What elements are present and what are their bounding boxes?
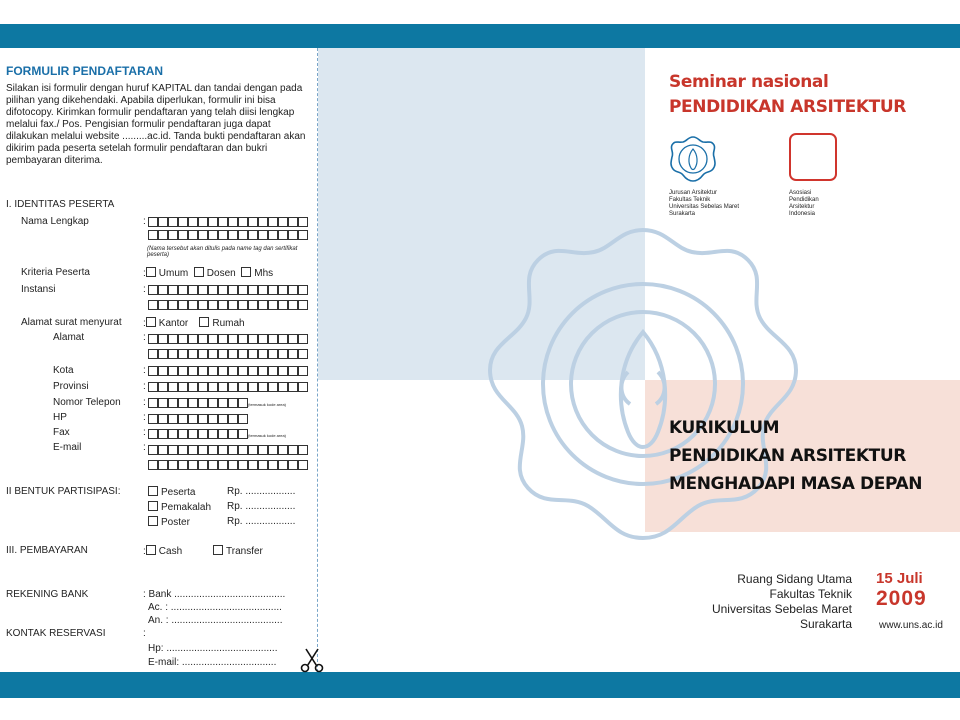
letter-box[interactable] xyxy=(188,382,198,392)
letter-box[interactable] xyxy=(288,382,298,392)
letter-box[interactable] xyxy=(188,334,198,344)
letter-box[interactable] xyxy=(168,217,178,227)
letter-box[interactable] xyxy=(188,414,198,424)
letter-box[interactable] xyxy=(218,366,228,376)
letter-box[interactable] xyxy=(178,429,188,439)
label-provinsi: Provinsi xyxy=(53,381,89,392)
asosiasi-logo-icon xyxy=(789,133,837,181)
letter-box[interactable] xyxy=(298,366,308,376)
alamat-boxes-2[interactable] xyxy=(148,349,308,359)
letter-box[interactable] xyxy=(198,230,208,240)
letter-box[interactable] xyxy=(148,366,158,376)
letter-box[interactable] xyxy=(198,300,208,310)
letter-box[interactable] xyxy=(258,382,268,392)
letter-box[interactable] xyxy=(298,217,308,227)
letter-box[interactable] xyxy=(158,300,168,310)
letter-box[interactable] xyxy=(268,230,278,240)
rekening-ac[interactable]: Ac. : ........................................ xyxy=(148,602,282,613)
letter-box[interactable] xyxy=(148,398,158,408)
letter-box[interactable] xyxy=(148,285,158,295)
bayar-transfer: Transfer xyxy=(213,545,263,557)
letter-box[interactable] xyxy=(278,217,288,227)
letter-box[interactable] xyxy=(288,366,298,376)
letter-box[interactable] xyxy=(278,285,288,295)
letter-box[interactable] xyxy=(258,349,268,359)
letter-box[interactable] xyxy=(238,334,248,344)
section-identitas: I. IDENTITAS PESERTA xyxy=(6,199,115,210)
letter-box[interactable] xyxy=(218,414,228,424)
letter-box[interactable] xyxy=(198,285,208,295)
letter-box[interactable] xyxy=(158,398,168,408)
letter-box[interactable] xyxy=(198,217,208,227)
letter-box[interactable] xyxy=(188,445,198,455)
letter-box[interactable] xyxy=(228,382,238,392)
letter-box[interactable] xyxy=(238,217,248,227)
letter-box[interactable] xyxy=(218,460,228,470)
letter-box[interactable] xyxy=(288,285,298,295)
letter-box[interactable] xyxy=(228,445,238,455)
letter-box[interactable] xyxy=(198,349,208,359)
letter-box[interactable] xyxy=(158,349,168,359)
venue-line4: Surakarta xyxy=(799,617,852,631)
letter-box[interactable] xyxy=(248,217,258,227)
letter-box[interactable] xyxy=(298,382,308,392)
letter-box[interactable] xyxy=(238,414,248,424)
letter-box[interactable] xyxy=(198,460,208,470)
letter-box[interactable] xyxy=(148,300,158,310)
provinsi-boxes[interactable] xyxy=(148,382,308,392)
section-partisipasi: II BENTUK PARTISIPASI: xyxy=(6,486,121,497)
letter-box[interactable] xyxy=(198,382,208,392)
letter-box[interactable] xyxy=(178,366,188,376)
letter-box[interactable] xyxy=(158,230,168,240)
letter-box[interactable] xyxy=(268,382,278,392)
letter-box[interactable] xyxy=(188,429,198,439)
letter-box[interactable] xyxy=(188,349,198,359)
letter-box[interactable] xyxy=(248,300,258,310)
letter-box[interactable] xyxy=(248,230,258,240)
letter-box[interactable] xyxy=(268,460,278,470)
letter-box[interactable] xyxy=(218,285,228,295)
letter-box[interactable] xyxy=(268,366,278,376)
letter-box[interactable] xyxy=(158,334,168,344)
letter-box[interactable] xyxy=(268,217,278,227)
email-boxes-2[interactable] xyxy=(148,460,308,470)
letter-box[interactable] xyxy=(178,285,188,295)
letter-box[interactable] xyxy=(228,414,238,424)
letter-box[interactable] xyxy=(168,300,178,310)
letter-box[interactable] xyxy=(178,230,188,240)
nama-boxes-1[interactable] xyxy=(148,217,308,227)
letter-box[interactable] xyxy=(228,366,238,376)
letter-box[interactable] xyxy=(168,334,178,344)
theme-line2: PENDIDIKAN ARSITEKTUR xyxy=(669,446,906,466)
letter-box[interactable] xyxy=(258,285,268,295)
letter-box[interactable] xyxy=(198,334,208,344)
letter-box[interactable] xyxy=(188,366,198,376)
letter-box[interactable] xyxy=(238,285,248,295)
letter-box[interactable] xyxy=(188,398,198,408)
letter-box[interactable] xyxy=(168,349,178,359)
letter-box[interactable] xyxy=(298,285,308,295)
letter-box[interactable] xyxy=(198,366,208,376)
label-instansi: Instansi xyxy=(21,284,56,295)
letter-box[interactable] xyxy=(198,398,208,408)
rp-poster: Rp. .................. xyxy=(227,516,296,527)
letter-box[interactable] xyxy=(188,460,198,470)
colon: : xyxy=(143,216,146,227)
letter-box[interactable] xyxy=(258,445,268,455)
colon: : xyxy=(143,381,146,392)
uns-logo-icon xyxy=(669,135,717,183)
letter-box[interactable] xyxy=(278,460,288,470)
colon: : xyxy=(143,427,146,438)
letter-box[interactable] xyxy=(288,230,298,240)
alamat-surat-options: : Kantor Rumah xyxy=(143,318,245,329)
letter-box[interactable] xyxy=(168,382,178,392)
label-alamat-surat: Alamat surat menyurat xyxy=(21,317,122,328)
letter-box[interactable] xyxy=(168,366,178,376)
letter-box[interactable] xyxy=(288,217,298,227)
letter-box[interactable] xyxy=(288,349,298,359)
letter-box[interactable] xyxy=(248,349,258,359)
letter-box[interactable] xyxy=(168,460,178,470)
checkbox-poster[interactable] xyxy=(148,516,158,526)
form-title: FORMULIR PENDAFTARAN xyxy=(6,64,164,78)
letter-box[interactable] xyxy=(298,230,308,240)
section-pembayaran: III. PEMBAYARAN xyxy=(6,545,88,556)
letter-box[interactable] xyxy=(248,445,258,455)
checkbox-kantor[interactable] xyxy=(146,317,156,327)
letter-box[interactable] xyxy=(278,382,288,392)
letter-box[interactable] xyxy=(148,230,158,240)
letter-box[interactable] xyxy=(158,366,168,376)
letter-box[interactable] xyxy=(208,349,218,359)
letter-box[interactable] xyxy=(218,445,228,455)
letter-box[interactable] xyxy=(278,300,288,310)
opt-kantor: Kantor xyxy=(158,318,189,329)
nama-boxes-2[interactable] xyxy=(148,230,308,240)
letter-box[interactable] xyxy=(228,429,238,439)
letter-box[interactable] xyxy=(208,445,218,455)
checkbox-pemakalah[interactable] xyxy=(148,501,158,511)
venue-line3: Universitas Sebelas Maret xyxy=(711,602,852,616)
letter-box[interactable] xyxy=(238,230,248,240)
letter-box[interactable] xyxy=(278,349,288,359)
letter-box[interactable] xyxy=(238,398,248,408)
kontak-email[interactable]: E-mail: .................................. xyxy=(148,657,277,668)
letter-box[interactable] xyxy=(158,285,168,295)
website-url[interactable]: www.uns.ac.id xyxy=(879,620,943,631)
telepon-kode-area: (termasuk kode area) xyxy=(248,402,287,407)
label-kriteria: Kriteria Peserta xyxy=(21,267,90,278)
letter-box[interactable] xyxy=(278,445,288,455)
letter-box[interactable] xyxy=(148,429,158,439)
letter-box[interactable] xyxy=(218,429,228,439)
checkbox-rumah[interactable] xyxy=(199,317,209,327)
opt-rumah: Rumah xyxy=(212,318,245,329)
letter-box[interactable] xyxy=(148,334,158,344)
partisipasi-poster: Poster xyxy=(148,516,190,528)
letter-box[interactable] xyxy=(208,398,218,408)
letter-box[interactable] xyxy=(188,217,198,227)
letter-box[interactable] xyxy=(208,429,218,439)
letter-box[interactable] xyxy=(258,460,268,470)
letter-box[interactable] xyxy=(248,334,258,344)
checkbox-mhs[interactable] xyxy=(241,267,251,277)
letter-box[interactable] xyxy=(218,334,228,344)
letter-box[interactable] xyxy=(158,460,168,470)
letter-box[interactable] xyxy=(288,460,298,470)
letter-box[interactable] xyxy=(238,429,248,439)
bayar-cash: : Cash xyxy=(143,546,183,557)
letter-box[interactable] xyxy=(148,414,158,424)
letter-box[interactable] xyxy=(148,445,158,455)
rp-pemakalah: Rp. .................. xyxy=(227,501,296,512)
letter-box[interactable] xyxy=(178,414,188,424)
letter-box[interactable] xyxy=(298,300,308,310)
colon: : xyxy=(143,365,146,376)
partisipasi-peserta: Peserta xyxy=(148,486,195,498)
letter-box[interactable] xyxy=(258,334,268,344)
kriteria-options: : Umum Dosen Mhs xyxy=(143,268,274,279)
letter-box[interactable] xyxy=(158,217,168,227)
letter-box[interactable] xyxy=(188,285,198,295)
letter-box[interactable] xyxy=(208,366,218,376)
telepon-boxes[interactable] xyxy=(148,398,248,408)
checkbox-dosen[interactable] xyxy=(194,267,204,277)
letter-box[interactable] xyxy=(218,398,228,408)
letter-box[interactable] xyxy=(288,445,298,455)
letter-box[interactable] xyxy=(158,414,168,424)
event-date-year: 2009 xyxy=(876,587,927,610)
label-nama: Nama Lengkap xyxy=(21,216,89,227)
rekening-bank[interactable]: : Bank ........................................ xyxy=(143,589,286,600)
opt-mhs: Mhs xyxy=(254,268,274,279)
letter-box[interactable] xyxy=(228,217,238,227)
letter-box[interactable] xyxy=(158,445,168,455)
letter-box[interactable] xyxy=(228,349,238,359)
letter-box[interactable] xyxy=(228,398,238,408)
letter-box[interactable] xyxy=(228,334,238,344)
checkbox-peserta[interactable] xyxy=(148,486,158,496)
label-kontak: KONTAK RESERVASI xyxy=(6,628,106,639)
checkbox-transfer[interactable] xyxy=(213,545,223,555)
kota-boxes[interactable] xyxy=(148,366,308,376)
letter-box[interactable] xyxy=(178,217,188,227)
letter-box[interactable] xyxy=(298,445,308,455)
letter-box[interactable] xyxy=(248,460,258,470)
label-alamat: Alamat xyxy=(53,332,85,343)
partisipasi-pemakalah: Pemakalah xyxy=(148,501,211,513)
letter-box[interactable] xyxy=(168,230,178,240)
letter-box[interactable] xyxy=(278,366,288,376)
theme-line3: MENGHADAPI MASA DEPAN xyxy=(669,474,923,494)
letter-box[interactable] xyxy=(148,217,158,227)
colon: : xyxy=(143,412,146,423)
bottom-color-bar xyxy=(0,672,960,698)
letter-box[interactable] xyxy=(208,382,218,392)
letter-box[interactable] xyxy=(198,429,208,439)
letter-box[interactable] xyxy=(278,334,288,344)
letter-box[interactable] xyxy=(208,414,218,424)
letter-box[interactable] xyxy=(178,398,188,408)
letter-box[interactable] xyxy=(178,445,188,455)
label-hp: HP xyxy=(53,412,67,423)
opt-umum: Umum xyxy=(158,268,189,279)
rekening-an[interactable]: An. : ........................................ xyxy=(148,615,283,626)
logo1-caption: Jurusan Arsitektur Fakultas Teknik Universitas Sebelas Maret Surakarta xyxy=(669,190,740,217)
letter-box[interactable] xyxy=(168,445,178,455)
letter-box[interactable] xyxy=(228,460,238,470)
letter-box[interactable] xyxy=(288,334,298,344)
letter-box[interactable] xyxy=(298,460,308,470)
letter-box[interactable] xyxy=(238,300,248,310)
letter-box[interactable] xyxy=(268,349,278,359)
letter-box[interactable] xyxy=(238,349,248,359)
top-color-bar xyxy=(0,24,960,48)
fax-kode-area: (termasuk kode area) xyxy=(248,433,287,438)
letter-box[interactable] xyxy=(228,230,238,240)
theme-line1: KURIKULUM xyxy=(669,418,780,438)
letter-box[interactable] xyxy=(158,382,168,392)
letter-box[interactable] xyxy=(268,445,278,455)
letter-box[interactable] xyxy=(168,429,178,439)
colon: : xyxy=(143,332,146,343)
colon: : xyxy=(143,442,146,453)
letter-box[interactable] xyxy=(148,460,158,470)
fax-boxes[interactable] xyxy=(148,429,248,439)
letter-box[interactable] xyxy=(178,382,188,392)
letter-box[interactable] xyxy=(258,230,268,240)
alamat-boxes-1[interactable] xyxy=(148,334,308,344)
letter-box[interactable] xyxy=(218,300,228,310)
letter-box[interactable] xyxy=(198,414,208,424)
letter-box[interactable] xyxy=(218,230,228,240)
venue-line1: Ruang Sidang Utama xyxy=(737,572,852,586)
instansi-boxes-1[interactable] xyxy=(148,285,308,295)
logo2-caption: Asosiasi Pendidikan Arsitektur Indonesia xyxy=(789,190,819,217)
checkbox-cash[interactable] xyxy=(146,545,156,555)
venue-line2: Fakultas Teknik xyxy=(769,587,852,601)
letter-box[interactable] xyxy=(178,334,188,344)
letter-box[interactable] xyxy=(208,300,218,310)
letter-box[interactable] xyxy=(218,217,228,227)
university-seal-watermark xyxy=(478,222,808,542)
letter-box[interactable] xyxy=(188,300,198,310)
label-kota: Kota xyxy=(53,365,74,376)
colon: : xyxy=(143,397,146,408)
letter-box[interactable] xyxy=(238,382,248,392)
letter-box[interactable] xyxy=(158,429,168,439)
seminar-title-line2: PENDIDIKAN ARSITEKTUR xyxy=(669,97,906,117)
letter-box[interactable] xyxy=(198,445,208,455)
instansi-boxes-2[interactable] xyxy=(148,300,308,310)
letter-box[interactable] xyxy=(298,334,308,344)
letter-box[interactable] xyxy=(148,382,158,392)
kontak-hp[interactable]: Hp: ........................................ xyxy=(148,643,278,654)
letter-box[interactable] xyxy=(208,334,218,344)
letter-box[interactable] xyxy=(178,300,188,310)
letter-box[interactable] xyxy=(228,285,238,295)
letter-box[interactable] xyxy=(298,349,308,359)
letter-box[interactable] xyxy=(168,414,178,424)
checkbox-umum[interactable] xyxy=(146,267,156,277)
letter-box[interactable] xyxy=(258,366,268,376)
letter-box[interactable] xyxy=(218,349,228,359)
rp-peserta: Rp. .................. xyxy=(227,486,296,497)
letter-box[interactable] xyxy=(258,217,268,227)
letter-box[interactable] xyxy=(288,300,298,310)
letter-box[interactable] xyxy=(228,300,238,310)
letter-box[interactable] xyxy=(248,366,258,376)
letter-box[interactable] xyxy=(208,217,218,227)
letter-box[interactable] xyxy=(208,285,218,295)
letter-box[interactable] xyxy=(238,460,248,470)
letter-box[interactable] xyxy=(278,230,288,240)
email-boxes-1[interactable] xyxy=(148,445,308,455)
letter-box[interactable] xyxy=(178,349,188,359)
letter-box[interactable] xyxy=(208,230,218,240)
letter-box[interactable] xyxy=(168,398,178,408)
letter-box[interactable] xyxy=(238,445,248,455)
letter-box[interactable] xyxy=(248,285,258,295)
label-fax: Fax xyxy=(53,427,70,438)
letter-box[interactable] xyxy=(258,300,268,310)
letter-box[interactable] xyxy=(248,382,258,392)
opt-dosen: Dosen xyxy=(206,268,236,279)
letter-box[interactable] xyxy=(188,230,198,240)
hp-boxes[interactable] xyxy=(148,414,248,424)
letter-box[interactable] xyxy=(208,460,218,470)
seminar-title-line1: Seminar nasional xyxy=(669,72,829,92)
letter-box[interactable] xyxy=(178,460,188,470)
letter-box[interactable] xyxy=(268,334,278,344)
label-telepon: Nomor Telepon xyxy=(53,397,121,408)
form-intro: Silakan isi formulir dengan huruf KAPITAL dan tandai dengan pada pilihan yang dikehendaki. Apabila diperlukan, formulir ini bisa difotocopy. Kirimkan formulir pendaftaran yang telah diisi lengkap melalui fax./ Pos. Pengisian formulir pendaftaran juga dapat dilakukan melalui website .........ac.id. Tanda bukti pendaftaran akan dikirim pada peserta setelah formulir pendaftaran dan bukri pembayaran diterima. xyxy=(6,83,306,166)
event-date-day: 15 Juli xyxy=(876,570,923,587)
label-email: E-mail xyxy=(53,442,82,453)
letter-box[interactable] xyxy=(268,300,278,310)
letter-box[interactable] xyxy=(148,349,158,359)
letter-box[interactable] xyxy=(238,366,248,376)
kontak-colon: : xyxy=(143,628,146,639)
nama-note: (Nama tersebut akan ditulis pada name tag dan sertifikat peserta) xyxy=(147,246,298,258)
label-rekening: REKENING BANK xyxy=(6,589,89,600)
colon: : xyxy=(143,284,146,295)
letter-box[interactable] xyxy=(168,285,178,295)
scissors-icon xyxy=(299,646,325,674)
letter-box[interactable] xyxy=(268,285,278,295)
letter-box[interactable] xyxy=(218,382,228,392)
